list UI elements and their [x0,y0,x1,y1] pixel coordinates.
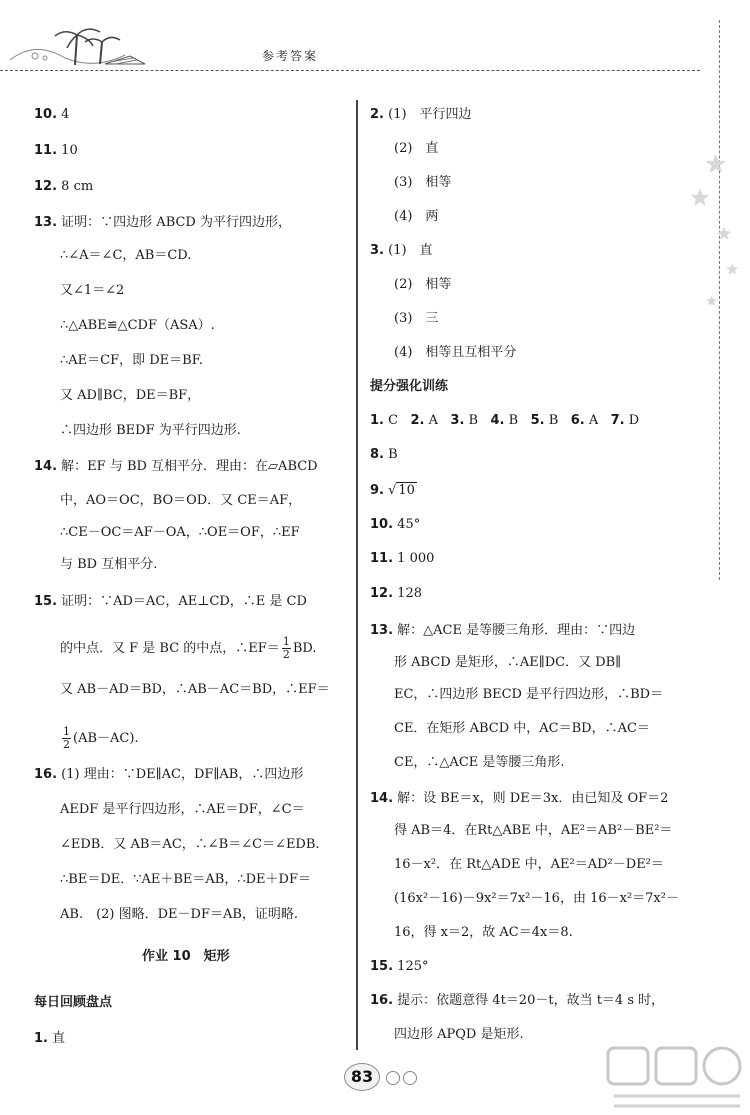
homework-title: 作业 10 矩形 [142,949,230,964]
answer-line: ∴△ABE≌△CDF（ASA）. [60,318,215,333]
answer-line: 又 AB－AD＝BD，∴AB－AC＝BD，∴EF＝ [60,682,330,697]
header-divider [0,70,700,71]
answer-line: 15. 125° [370,959,429,974]
answer-line: 16. (1) 理由：∵DE∥AC，DF∥AB，∴四边形 [34,767,304,782]
answer-line: 9. √ 10 [370,483,415,498]
answer-line: ∴∠A＝∠C，AB＝CD. [60,248,192,263]
fraction: $\frac{1}{2}$ [282,635,290,661]
answer-line: (4) 两 [394,209,439,224]
page-header [0,0,750,80]
circle-decoration-icon [403,1071,417,1085]
answer-line: (16x²－16)－9x²＝7x²－16，由 16－x²＝7x²－ [394,891,679,906]
answer-line: ∴BE＝DE．∵AE＋BE＝AB，∴DE＋DF＝ [60,872,311,887]
answer-line: 形 ABCD 是矩形，∴AE∥DC．又 DB∥ [394,655,622,670]
palm-tree-book-icon [5,20,155,72]
answer-line: (2) 直 [394,141,439,156]
margin-dashed-line [719,20,720,580]
watermark-logo-icon [600,1040,750,1115]
answer-line: (4) 相等且互相平分 [394,345,517,360]
star-icon: ★ [690,186,710,211]
answer-line: (2) 相等 [394,277,452,292]
answer-line: ∠EDB．又 AB＝AC，∴∠B＝∠C＝∠EDB. [60,837,320,852]
answer-line: 又 AD∥BC，DE＝BF， [60,388,201,403]
answer-line: 四边形 APQD 是矩形. [394,1027,524,1042]
answer-line: 16，得 x＝2，故 AC＝4x＝8. [394,925,573,940]
answer-line: 得 AB＝4．在Rt△ABE 中，AE²＝AB²－BE²＝ [394,823,673,838]
answer-line: (3) 三 [394,311,439,326]
answer-line: 中，AO＝OC，BO＝OD．又 CE＝AF， [60,493,302,508]
answer-line: (3) 相等 [394,175,452,190]
answer-line: 14. 解：设 BE＝x，则 DE＝3x．由已知及 OF＝2 [370,791,669,806]
answer-line: ∴CE－OC＝AF－OA，∴OE＝OF，∴EF [60,525,300,540]
answer-line: 10. 45° [370,517,421,532]
answer-line: 11. 1 000 [370,551,435,566]
answer-line: AB. (2) 图略．DE－DF＝AB，证明略. [60,907,299,922]
column-divider [356,100,358,1050]
answer-line: 14. 解：EF 与 BD 互相平分．理由：在▱ABCD [34,459,318,474]
star-icon: ★ [706,294,717,308]
answer-line: 15. 证明：∵AD＝AC，AE⊥CD，∴E 是 CD [34,594,307,609]
answer-line: ∴四边形 BEDF 为平行四边形. [60,423,241,438]
answer-line: 的中点．又 F 是 BC 的中点，∴EF＝ $\frac{1}{2}$ BD. [60,635,317,661]
section-heading: 提分强化训练 [370,379,449,394]
section-heading: 每日回顾盘点 [34,995,113,1010]
page-number: 83 [344,1063,380,1091]
answer-line: 又∠1＝∠2 [60,283,125,298]
circle-decoration-icon [386,1071,400,1085]
answer-line: 13. 证明：∵四边形 ABCD 为平行四边形， [34,215,291,230]
answer-line: 与 BD 互相平分. [60,557,158,572]
answer-line: 12. 8 cm [34,179,94,194]
answer-line: 16. 提示：依题意得 4t＝20－t，故当 t＝4 s 时， [370,993,665,1008]
mc-answers: 1. C 2. A 3. B 4. B 5. B 6. A 7. D [370,413,640,428]
answer-line: 16－x²．在 Rt△ADE 中，AE²＝AD²－DE²＝ [394,857,664,872]
answer-line: 2. (1) 平行四边 [370,107,472,122]
answer-line: 10. 4 [34,107,70,122]
star-icon: ★ [717,224,732,243]
answer-line: 1. 直 [34,1031,66,1046]
answer-line: 13. 解：△ACE 是等腰三角形．理由：∵四边 [370,623,636,638]
answer-line: EC，∴四边形 BECD 是平行四边形，∴BD＝ [394,687,664,702]
answer-line: 8. B [370,447,398,462]
star-icon: ★ [726,262,739,278]
answer-line: AEDF 是平行四边形，∴AE＝DF，∠C＝ [60,802,305,817]
answer-line: CE，∴△ACE 是等腰三角形. [394,755,565,770]
answer-line: CE．在矩形 ABCD 中，AC＝BD，∴AC＝ [394,721,650,736]
answer-line: ∴AE＝CF，即 DE＝BF. [60,353,203,368]
fraction: $\frac{1}{2}$ [63,725,70,751]
answer-line: 11. 10 [34,143,78,158]
star-icon: ★ [705,150,727,178]
answer-line: 12. 128 [370,586,422,601]
header-title: 参考答案 [262,49,319,63]
answer-line: $\frac{1}{2}$ (AB－AC). [63,725,139,751]
answer-line: 3. (1) 直 [370,243,433,258]
